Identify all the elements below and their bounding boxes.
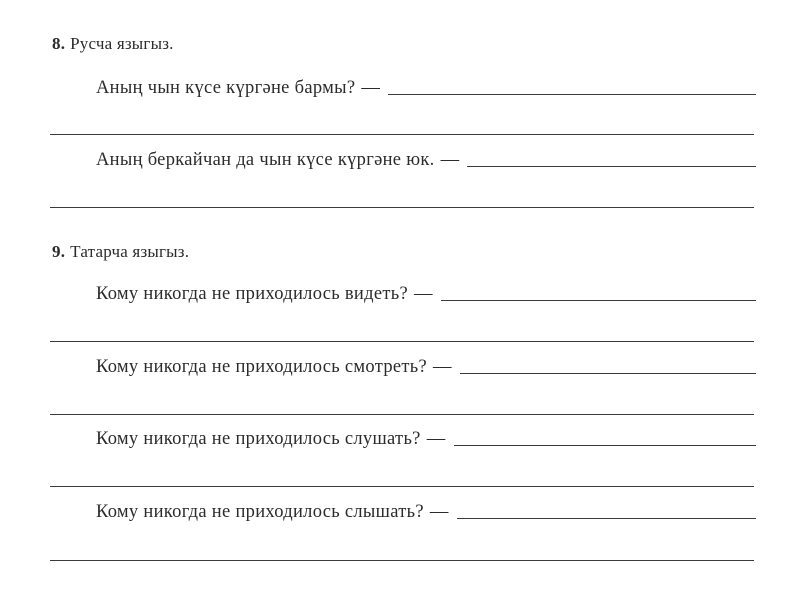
task-9-item-4-dash: — [429,502,449,522]
task-9-item-3-answer-line[interactable] [50,486,754,487]
task-9-item-3-question: Кому никогда не приходилось слушать? [96,429,421,449]
task-9-item-2-answer-blank[interactable] [460,373,756,374]
task-9-item-2 [96,357,756,378]
task-8-item-2-answer-blank[interactable] [467,166,756,167]
task-8-heading [52,34,174,54]
task-9-item-2-dash: — [433,357,452,377]
task-8-item-1-dash: — [361,78,381,98]
task-9-item-3-answer-blank[interactable] [454,445,756,446]
task-8-item-2-dash: — [440,150,460,170]
task-8-instruction: Русча языгыз. [70,34,174,53]
task-8-item-2-question: Аның беркайчан да чын күсе күргәне юк. [96,150,435,170]
task-9-item-1-answer-line[interactable] [50,341,754,342]
task-9-item-1-question: Кому никогда не приходилось видеть? [96,284,408,304]
task-9-item-3 [96,429,756,450]
task-8-item-1-answer-blank[interactable] [388,94,756,95]
task-8-item-1 [96,78,756,99]
task-9-item-2-answer-line[interactable] [50,414,754,415]
task-9-item-1-answer-blank[interactable] [441,300,756,301]
task-9-heading [52,242,189,262]
task-9-item-4-answer-line[interactable] [50,560,754,561]
task-9-item-1-dash: — [413,284,433,304]
task-9-number: 9. [52,242,66,261]
task-9-item-4-question: Кому никогда не приходилось слышать? [96,502,424,522]
task-9-instruction: Татарча языгыз. [70,242,190,261]
task-9-item-1 [96,284,756,305]
task-9-item-4-answer-blank[interactable] [457,518,756,519]
task-8-item-1-question: Аның чын күсе күргәне бармы? [96,78,356,98]
task-9-item-3-dash: — [426,429,446,449]
task-9-item-4 [96,502,756,523]
task-9-item-2-question: Кому никогда не приходилось смотреть? [96,357,428,377]
task-8-item-2 [96,150,756,171]
task-8-item-2-answer-line[interactable] [50,207,754,208]
task-8-item-1-answer-line[interactable] [50,134,754,135]
task-8-number: 8. [52,34,66,53]
